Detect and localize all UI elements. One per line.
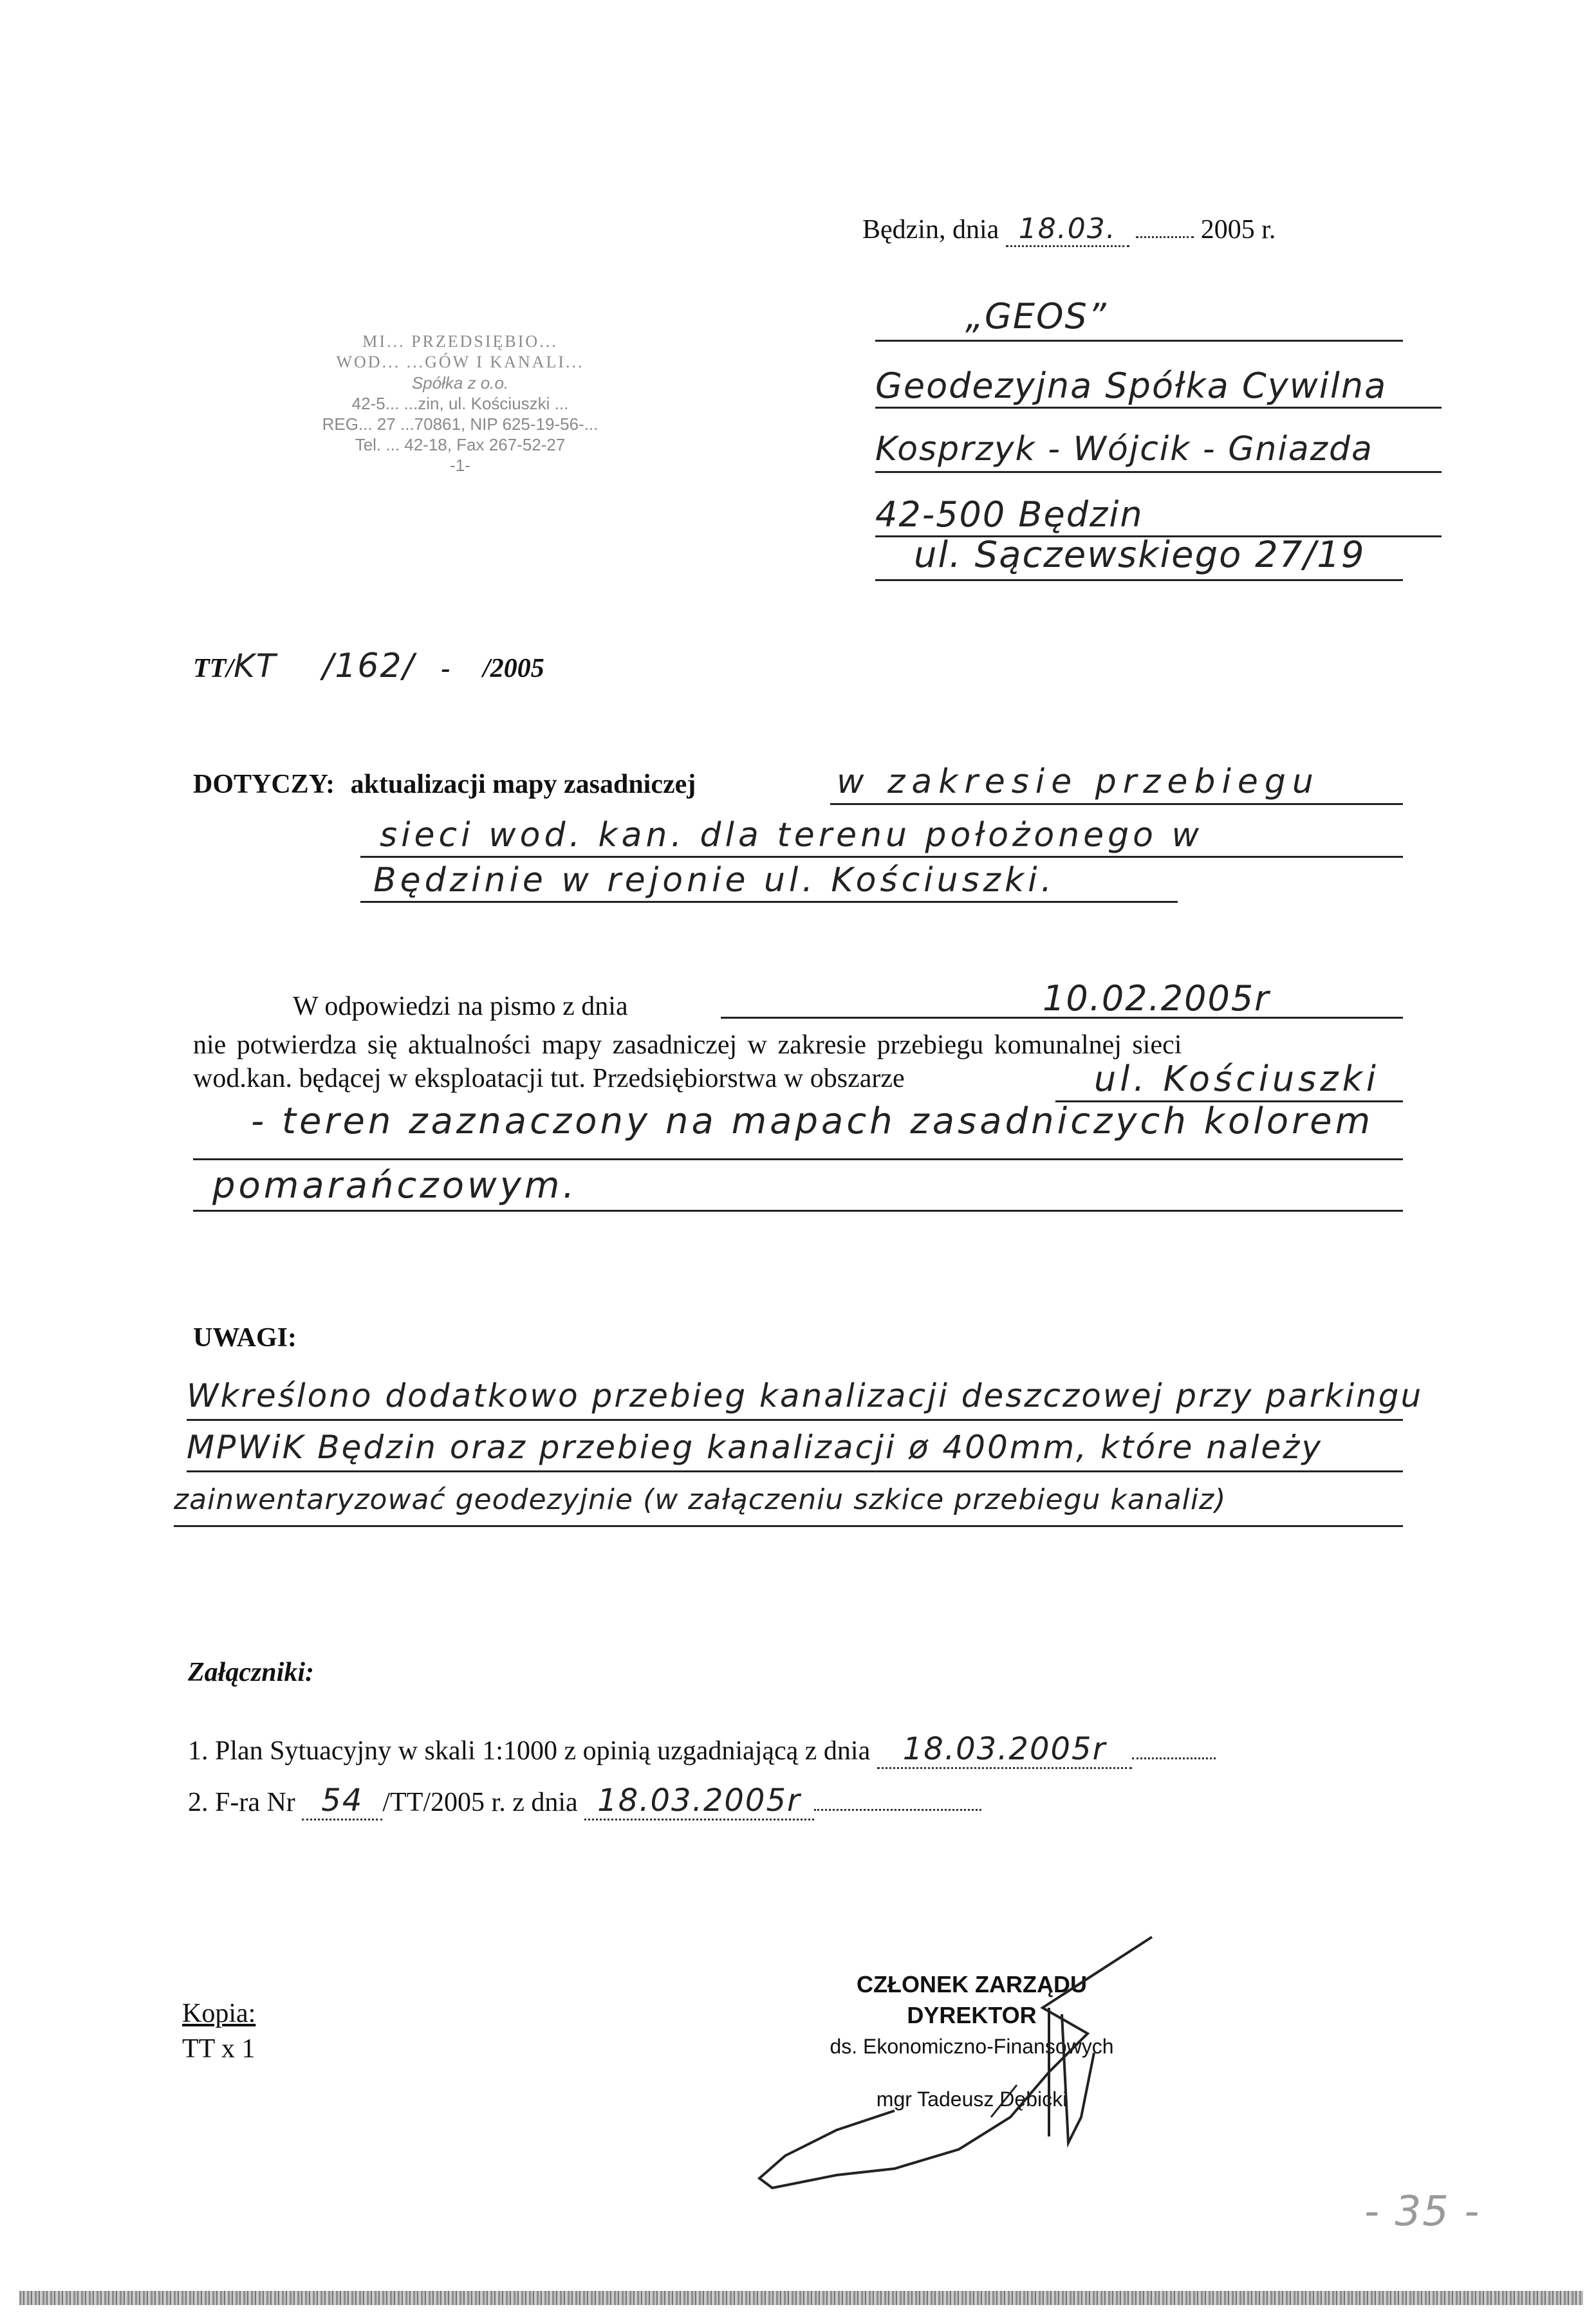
attachment-item-1-date: 18.03.2005r	[877, 1731, 1133, 1769]
recipient-underline-3	[875, 471, 1442, 473]
recipient-underline-5	[875, 579, 1403, 581]
scan-edge-bar	[19, 2291, 1583, 2305]
signature-line-2: DYREKTOR	[907, 2002, 1037, 2028]
remarks-underline-2	[187, 1470, 1403, 1472]
recipient-line-3: Kosprzyk - Wójcik - Gniazda	[875, 430, 1373, 468]
stamp-line: REG... 27 ...70861, NIP 625-19-56-...	[322, 414, 598, 434]
recipient-line-2: Geodezyjna Spółka Cywilna	[875, 366, 1387, 406]
body-line-3: wod.kan. będącej w eksploatacji tut. Przedsiębiorstwa w obszarze	[193, 1064, 905, 1093]
recipient-underline-2	[875, 407, 1442, 409]
remarks-hand-3: zainwentaryzować geodezyjnie (w załączeniu szkice przebiegu kanaliz)	[174, 1483, 1227, 1516]
attachment-item-2-number: 54	[302, 1783, 382, 1820]
attachment-item-2-dots	[814, 1809, 981, 1811]
company-stamp	[254, 331, 666, 499]
place-date-prefix: Będzin, dnia	[862, 215, 999, 245]
stamp-line: WOD... ...GÓW I KANALI...	[336, 353, 584, 371]
signature-line-4: mgr Tadeusz Dębicki	[876, 2088, 1068, 2111]
reference-prefix: TT/	[193, 654, 234, 683]
body-line-2: nie potwierdza się aktualności mapy zasadniczej w zakresie przebiegu komunalnej sieci	[193, 1030, 1182, 1060]
stamp-line: Tel. ... 42-18, Fax 267-52-27	[355, 435, 566, 454]
stamp-line: -1-	[450, 456, 470, 475]
body-hand-4: - teren zaznaczony na mapach zasadniczych kolorem	[251, 1100, 1374, 1142]
subject-label: DOTYCZY:	[193, 770, 335, 799]
body-underline-5	[193, 1210, 1403, 1212]
recipient-line-5: ul. Sączewskiego 27/19	[914, 534, 1366, 576]
reference-number-hand: /162/	[322, 647, 416, 685]
attachment-item-2-date: 18.03.2005r	[584, 1783, 814, 1820]
signature-line-1: CZŁONEK ZARZĄDU	[857, 1971, 1087, 1997]
subject-line-1	[193, 769, 696, 800]
page-number: - 35 -	[1364, 2188, 1481, 2236]
remarks-hand-1: Wkreślono dodatkowo przebieg kanalizacji deszczowej przy parkingu	[187, 1377, 1424, 1414]
remarks-label: UWAGI:	[193, 1323, 297, 1353]
subject-underline-2	[360, 856, 1403, 858]
body-underline-4	[193, 1158, 1403, 1160]
attachment-item-1-dots	[1132, 1757, 1216, 1759]
attachment-item-1-text: 1. Plan Sytuacyjny w skali 1:1000 z opinią uzgadniającą z dnia	[188, 1736, 871, 1766]
subject-hand-2: sieci wod. kan. dla terenu położonego w	[380, 816, 1203, 855]
subject-underline-1	[830, 803, 1403, 805]
date-suffix: 2005 r.	[1200, 215, 1276, 245]
reference-year: /2005	[483, 654, 544, 683]
reference-number	[193, 647, 544, 685]
letter-date-hand: 10.02.2005r	[1043, 978, 1270, 1019]
subject-printed: aktualizacji mapy zasadniczej	[350, 770, 696, 799]
stamp-line: Spółka z o.o.	[411, 373, 509, 393]
letter-date-underline	[721, 1017, 1403, 1019]
subject-underline-3	[360, 901, 1178, 903]
subject-hand-1: w zakresie przebiegu	[837, 763, 1320, 801]
handwritten-signature	[747, 1924, 1197, 2194]
attachment-item-1	[188, 1731, 1216, 1767]
attachment-item-2-prefix: 2. F-ra Nr	[188, 1788, 295, 1817]
subject-hand-3: Będzinie w rejonie ul. Kościuszki.	[373, 861, 1056, 900]
attachments-label: Załączniki:	[188, 1658, 314, 1687]
signature-line-3: ds. Ekonomiczno-Finansowych	[830, 2035, 1114, 2058]
place-date	[862, 212, 1276, 245]
remarks-underline-3	[174, 1525, 1403, 1527]
remarks-underline-1	[187, 1419, 1403, 1421]
copy-label: Kopia:	[182, 1999, 256, 2028]
copy-value: TT x 1	[182, 2034, 255, 2064]
recipient-line-4: 42-500 Będzin	[875, 494, 1144, 535]
attachment-item-2-middle: /TT/2005 r. z dnia	[382, 1788, 578, 1817]
date-dots	[1136, 236, 1194, 238]
recipient-underline-1	[875, 340, 1403, 342]
stamp-line: 42-5... ...zin, ul. Kościuszki ...	[351, 394, 569, 413]
attachment-item-2	[188, 1783, 981, 1819]
body-hand-5: pomarańczowym.	[212, 1165, 578, 1207]
reference-kt: KT	[233, 647, 277, 685]
recipient-line-1: „GEOS”	[965, 296, 1108, 337]
remarks-hand-2: MPWiK Będzin oraz przebieg kanalizacji ø 400mm, które należy	[187, 1429, 1323, 1466]
area-hand: ul. Kościuszki	[1094, 1059, 1380, 1099]
date-handwritten: 18.03.	[1006, 212, 1129, 247]
body-intro: W odpowiedzi na pismo z dnia	[293, 992, 628, 1021]
stamp-line: MI... PRZEDSIĘBIO...	[362, 332, 558, 351]
reference-dash: -	[441, 654, 450, 683]
